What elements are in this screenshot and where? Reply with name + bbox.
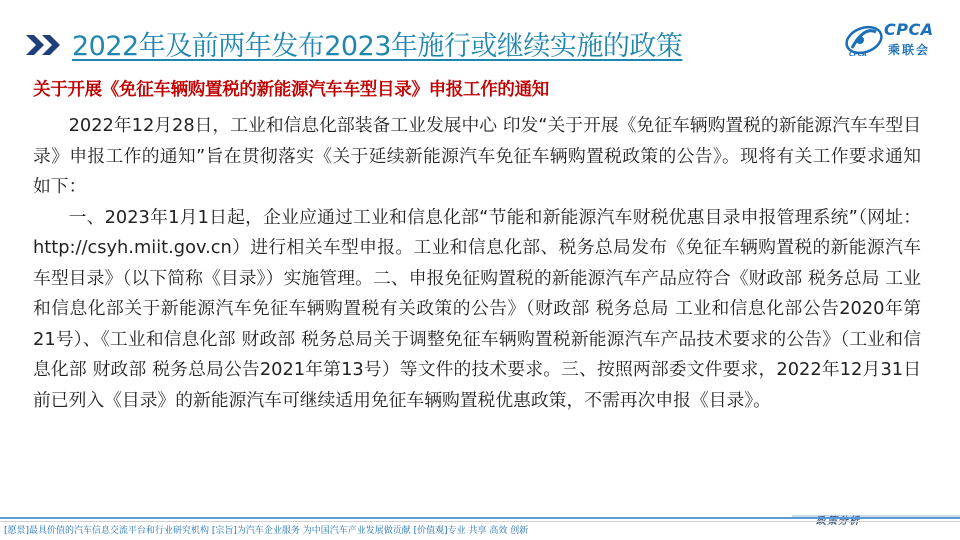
notice-paragraph: 2022年12月28日，工业和信息化部装备工业发展中心 印发“关于开展《免征车辆购置税的新能源汽车车型目录》申报工作的通知”旨在贯彻落实《关于延续新能源汽车免征车辆购置税政策的公告》。现将有关工作要求通知如下： — [33, 115, 921, 197]
page-title: 2022年及前两年发布2023年施行或继续实施的政策 — [72, 31, 683, 62]
footer-divider — [0, 517, 960, 519]
logo-brand: CPCA — [884, 20, 934, 39]
logo-small: CPCA — [849, 51, 867, 58]
footer-slogan: [愿景]最具价值的汽车信息交流平台和行业研究机构 [宗旨]为汽车企业服务 为中国汽车产业发展做贡献 [价值观]专业 共享 高效 创新 — [4, 526, 529, 536]
notice-heading: 关于开展《免征车辆购置税的新能源汽车车型目录》申报工作的通知 — [33, 80, 549, 100]
notice-items: 一、2023年1月1日起，企业应通过工业和信息化部“节能和新能源汽车财税优惠目录申报管理系统”（网址：http://csyh.miit.gov.cn）进行相关车型申报。工业和信息化部、税务总局发布《免征车辆购置税的新能源汽车车型目录》（以下简称《目录》）实施管理。二、申报免征购置税的新能源汽车产品应符合《财政部 税务总局 工业和信息化部关于新能源汽车免征车辆购置税有关政策的公告》（财政部 税务总局 工业和信息化部公告2020年第21号）、《工业和信息化部 财政部 税务总局关于调整免征车辆购置税新能源汽车产品技术要求的公告》（工业和信息化部 财政部 税务总局公告2021年第13号）等文件的技术要求。三、按照两部委文件要求，2022年12月31日前已列入《目录》的新能源汽车可继续适用免征车辆购置税优惠政策，不需再次申报《目录》。 — [33, 206, 921, 411]
double-chevron-icon — [24, 33, 68, 57]
logo-cn: 乘联会 — [888, 43, 931, 57]
footer-divider-thin — [0, 521, 960, 522]
footer-section-label — [816, 512, 860, 527]
notice-body — [33, 111, 921, 416]
